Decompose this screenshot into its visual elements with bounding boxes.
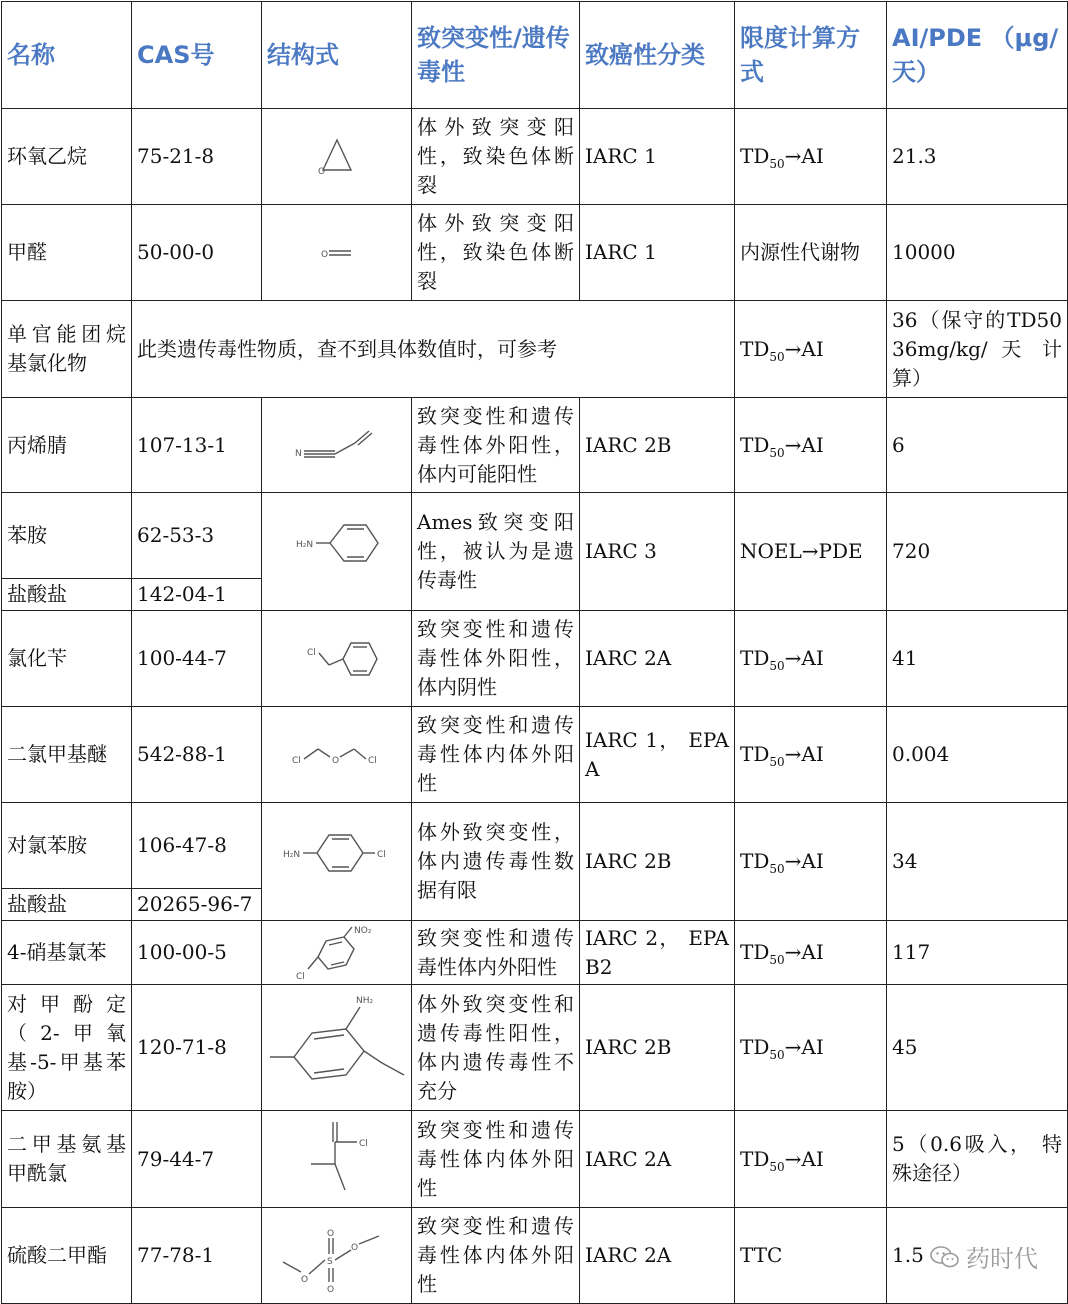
svg-text:NO₂: NO₂ (353, 925, 371, 936)
table-row (2, 109, 1068, 205)
svg-text:N: N (294, 449, 302, 459)
svg-text:O: O (320, 249, 328, 260)
table-row (2, 398, 1068, 493)
cell-cas: 79-44-7 (132, 1111, 262, 1208)
cell-ai: 34 (887, 803, 1068, 921)
wechat-icon (930, 1245, 960, 1269)
cell-cas: 62-53-3 (132, 493, 262, 579)
cell-method: $TD_{50}\to AI$ (735, 985, 887, 1111)
cell-carcinogenicity: IARC 1 (580, 205, 735, 301)
svg-text:O: O (350, 1242, 358, 1253)
cell-cas: 542-88-1 (132, 707, 262, 803)
table-row (2, 707, 1068, 803)
cell-method: TTC (735, 1208, 887, 1304)
cell-genotox: Ames致突变阳性，被认为是遗传毒性 (412, 493, 580, 611)
svg-text:O: O (326, 1284, 334, 1295)
cell-cas: 77-78-1 (132, 1208, 262, 1304)
svg-text:Cl: Cl (291, 755, 301, 766)
table-row (2, 1111, 1068, 1208)
table-row (2, 1208, 1068, 1304)
cell-name: 二甲基氨基甲酰氯 (2, 1111, 132, 1208)
cell-carcinogenicity: IARC 2B (580, 803, 735, 921)
formaldehyde-structure-icon (262, 205, 412, 301)
cell-ai: 21.3 (887, 109, 1068, 205)
header-structure: 结构式 (262, 2, 412, 109)
header-carcinogenicity: 致癌性分类 (580, 2, 735, 109)
cell-ai: 1.5 (887, 1208, 1068, 1304)
cell-method: $TD_{50}\to AI$ (735, 803, 887, 921)
watermark (930, 1239, 1038, 1274)
cell-method: $TD_{50}\to AI$ (735, 109, 887, 205)
cell-cas: 50-00-0 (132, 205, 262, 301)
cell-cas: 100-00-5 (132, 921, 262, 985)
cell-method: $TD_{50}\to AI$ (735, 707, 887, 803)
cell-method: $TD_{50}\to AI$ (735, 921, 887, 985)
cell-method: NOEL→PDE (735, 493, 887, 611)
header-ai-pde: AI/PDE （μg/天） (887, 2, 1068, 109)
cell-carcinogenicity: IARC 1， EPA A (580, 707, 735, 803)
ethylene-oxide-structure-icon (262, 109, 412, 205)
cell-cas: 106-47-8 (132, 803, 262, 889)
header-method: 限度计算方式 (735, 2, 887, 109)
cell-genotox: 致突变性和遗传毒性体外阳性，体内可能阳性 (412, 398, 580, 493)
cell-method: $TD_{50}\to AI$ (735, 301, 887, 398)
cell-ai: 0.004 (887, 707, 1068, 803)
cell-carcinogenicity: IARC 2B (580, 985, 735, 1111)
cell-genotox: 体外致突变阳性，致染色体断裂 (412, 205, 580, 301)
cell-method: 内源性代谢物 (735, 205, 887, 301)
cell-ai: 6 (887, 398, 1068, 493)
cell-name: 对氯苯胺 (2, 803, 132, 889)
table-row (2, 921, 1068, 985)
svg-text:Cl: Cl (358, 1139, 368, 1149)
svg-text:Cl: Cl (367, 755, 377, 766)
cell-name: 丙烯腈 (2, 398, 132, 493)
p-cresidine-structure-icon (262, 985, 412, 1111)
table-row (2, 205, 1068, 301)
cell-genotox: 致突变性和遗传毒性体内外阳性 (412, 921, 580, 985)
cell-salt-cas: 20265-96-7 (132, 889, 262, 921)
cell-ai: 10000 (887, 205, 1068, 301)
cell-carcinogenicity: IARC 2A (580, 1111, 735, 1208)
table-row (2, 985, 1068, 1111)
aniline-structure-icon (262, 493, 412, 611)
watermark-text: 药时代 (966, 1245, 1038, 1273)
acrylonitrile-structure-icon (262, 398, 412, 493)
svg-text:H₂N: H₂N (282, 849, 300, 860)
cell-carcinogenicity: IARC 1 (580, 109, 735, 205)
cell-ai: 41 (887, 611, 1068, 707)
cell-genotox: 致突变性和遗传毒性体外阳性，体内阴性 (412, 611, 580, 707)
table-row (2, 803, 1068, 889)
cell-genotox: 致突变性和遗传毒性体内体外阳性 (412, 1111, 580, 1208)
header-cas: CAS号 (132, 2, 262, 109)
svg-text:Cl: Cl (306, 647, 316, 658)
table-row (2, 611, 1068, 707)
svg-text:O: O (326, 1228, 334, 1239)
cell-name: 二氯甲基醚 (2, 707, 132, 803)
cell-genotox: 致突变性和遗传毒性体内体外阳性 (412, 707, 580, 803)
cell-cas: 107-13-1 (132, 398, 262, 493)
p-chloroaniline-structure-icon (262, 803, 412, 921)
cell-genotox: 致突变性和遗传毒性体内体外阳性 (412, 1208, 580, 1304)
svg-text:Cl: Cl (295, 971, 305, 982)
cell-method: $TD_{50}\to AI$ (735, 611, 887, 707)
svg-text:O: O (331, 755, 339, 766)
svg-text:Cl: Cl (376, 849, 386, 860)
cell-genotox: 体外致突变性，体内遗传毒性数据有限 (412, 803, 580, 921)
cell-name: 单官能团烷基氯化物 (2, 301, 132, 398)
table-row (2, 493, 1068, 579)
svg-text:NH₂: NH₂ (355, 995, 373, 1006)
cell-ai: 45 (887, 985, 1068, 1111)
cell-note: 此类遗传毒性物质，查不到具体数值时，可参考 (132, 301, 735, 398)
cell-carcinogenicity: IARC 2， EPA B2 (580, 921, 735, 985)
benzyl-chloride-structure-icon (262, 611, 412, 707)
cell-salt-name: 盐酸盐 (2, 579, 132, 611)
cell-ai: 117 (887, 921, 1068, 985)
cell-carcinogenicity: IARC 2A (580, 1208, 735, 1304)
bis-chloromethyl-ether-structure-icon (262, 707, 412, 803)
cell-ai: 36（保守的TD50 36mg/kg/ 天 计算） (887, 301, 1068, 398)
cell-method: $TD_{50}\to AI$ (735, 1111, 887, 1208)
cell-salt-name: 盐酸盐 (2, 889, 132, 921)
svg-text:O: O (317, 166, 325, 177)
dimethyl-sulfate-structure-icon (262, 1208, 412, 1304)
cell-name: 甲醛 (2, 205, 132, 301)
cell-name: 环氧乙烷 (2, 109, 132, 205)
cell-cas: 100-44-7 (132, 611, 262, 707)
dimethylcarbamoyl-chloride-structure-icon (262, 1111, 412, 1208)
cell-name: 4-硝基氯苯 (2, 921, 132, 985)
cell-cas: 120-71-8 (132, 985, 262, 1111)
cell-method: $TD_{50}\to AI$ (735, 398, 887, 493)
header-genotox: 致突变性/遗传毒性 (412, 2, 580, 109)
cell-name: 苯胺 (2, 493, 132, 579)
header-name: 名称 (2, 2, 132, 109)
cell-ai: 720 (887, 493, 1068, 611)
impurity-table (1, 1, 1068, 1304)
cell-ai: 5（0.6吸入， 特殊途径） (887, 1111, 1068, 1208)
cell-carcinogenicity: IARC 3 (580, 493, 735, 611)
svg-text:O: O (300, 1274, 308, 1285)
4-nitrochlorobenzene-structure-icon (262, 921, 412, 985)
cell-carcinogenicity: IARC 2B (580, 398, 735, 493)
cell-genotox: 体外致突变性和遗传毒性阳性，体内遗传毒性不充分 (412, 985, 580, 1111)
cell-salt-cas: 142-04-1 (132, 579, 262, 611)
cell-name: 硫酸二甲酯 (2, 1208, 132, 1304)
svg-text:S: S (326, 1256, 333, 1267)
cell-name: 对甲酚定（2-甲氧基-5-甲基苯胺） (2, 985, 132, 1111)
svg-text:H₂N: H₂N (295, 539, 313, 550)
header-row (2, 2, 1068, 109)
cell-genotox: 体外致突变阳性，致染色体断裂 (412, 109, 580, 205)
cell-name: 氯化苄 (2, 611, 132, 707)
cell-carcinogenicity: IARC 2A (580, 611, 735, 707)
table-row (2, 301, 1068, 398)
cell-cas: 75-21-8 (132, 109, 262, 205)
